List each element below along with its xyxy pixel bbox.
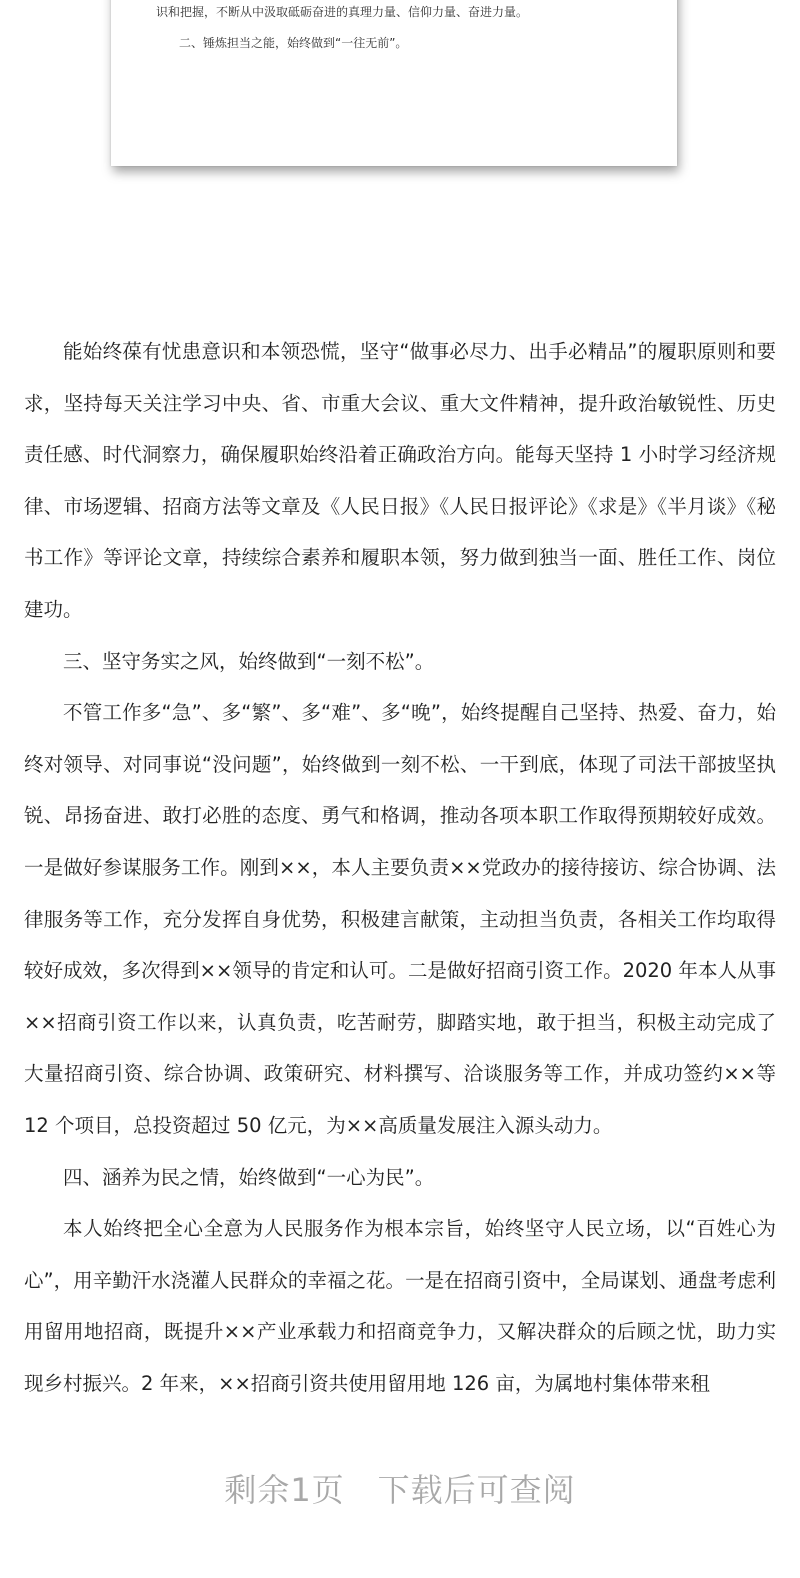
- section-heading-4: 四、涵养为民之情，始终做到“一心为民”。: [63, 1165, 435, 1189]
- remaining-pages-download-prompt[interactable]: 剩余1页 下载后可查阅: [224, 1471, 576, 1509]
- document-body: [24, 326, 776, 1409]
- preview-page-text-line: 识和把握，不断从中汲取砥砺奋进的真理力量、信仰力量、奋进力量。: [156, 5, 529, 19]
- paragraph-people: 本人始终把全心全意为人民服务作为根本宗旨，始终坚守人民立场，以“百姓心为心”，用辛勤汗水浇灌人民群众的幸福之花。一是在招商引资中，全局谋划、通盘考虑利用留用地招商，既提升××产业承载力和招商竞争力，又解决群众的后顾之忧，助力实现乡村振兴。2 年来，××招商引资共使用留用地 126 亩，为属地村集体带来租: [24, 1217, 776, 1395]
- paragraph-learning: 能始终葆有忧患意识和本领恐慌，坚守“做事必尽力、出手必精品”的履职原则和要求，坚持每天关注学习中央、省、市重大会议、重大文件精神，提升政治敏锐性、历史责任感、时代洞察力，确保履职始终沿着正确政治方向。能每天坚持 1 小时学习经济规律、市场逻辑、招商方法等文章及《人民日报》《人民日报评论》《求是》《半月谈》《秘书工作》等评论文章，持续综合素养和履职本领，努力做到独当一面、胜任工作、岗位建功。: [24, 340, 776, 621]
- section-heading-3: 三、坚守务实之风，始终做到“一刻不松”。: [63, 649, 435, 673]
- preview-page-card: [111, 0, 677, 166]
- preview-page-heading: 二、锤炼担当之能，始终做到“一往无前”。: [179, 36, 408, 50]
- paragraph-work: 不管工作多“急”、多“繁”、多“难”、多“晚”，始终提醒自己坚持、热爱、奋力，始终对领导、对同事说“没问题”，始终做到一刻不松、一干到底，体现了司法干部披坚执锐、昂扬奋进、敢打必胜的态度、勇气和格调，推动各项本职工作取得预期较好成效。一是做好参谋服务工作。刚到××，本人主要负责××党政办的接待接访、综合协调、法律服务等工作，充分发挥自身优势，积极建言献策，主动担当负责，各相关工作均取得较好成效，多次得到××领导的肯定和认可。二是做好招商引资工作。2020 年本人从事××招商引资工作以来，认真负责，吃苦耐劳，脚踏实地，敢于担当，积极主动完成了大量招商引资、综合协调、政策研究、材料撰写、洽谈服务等工作，并成功签约××等 12 个项目，总投资超过 50 亿元，为××高质量发展注入源头动力。: [24, 701, 776, 1137]
